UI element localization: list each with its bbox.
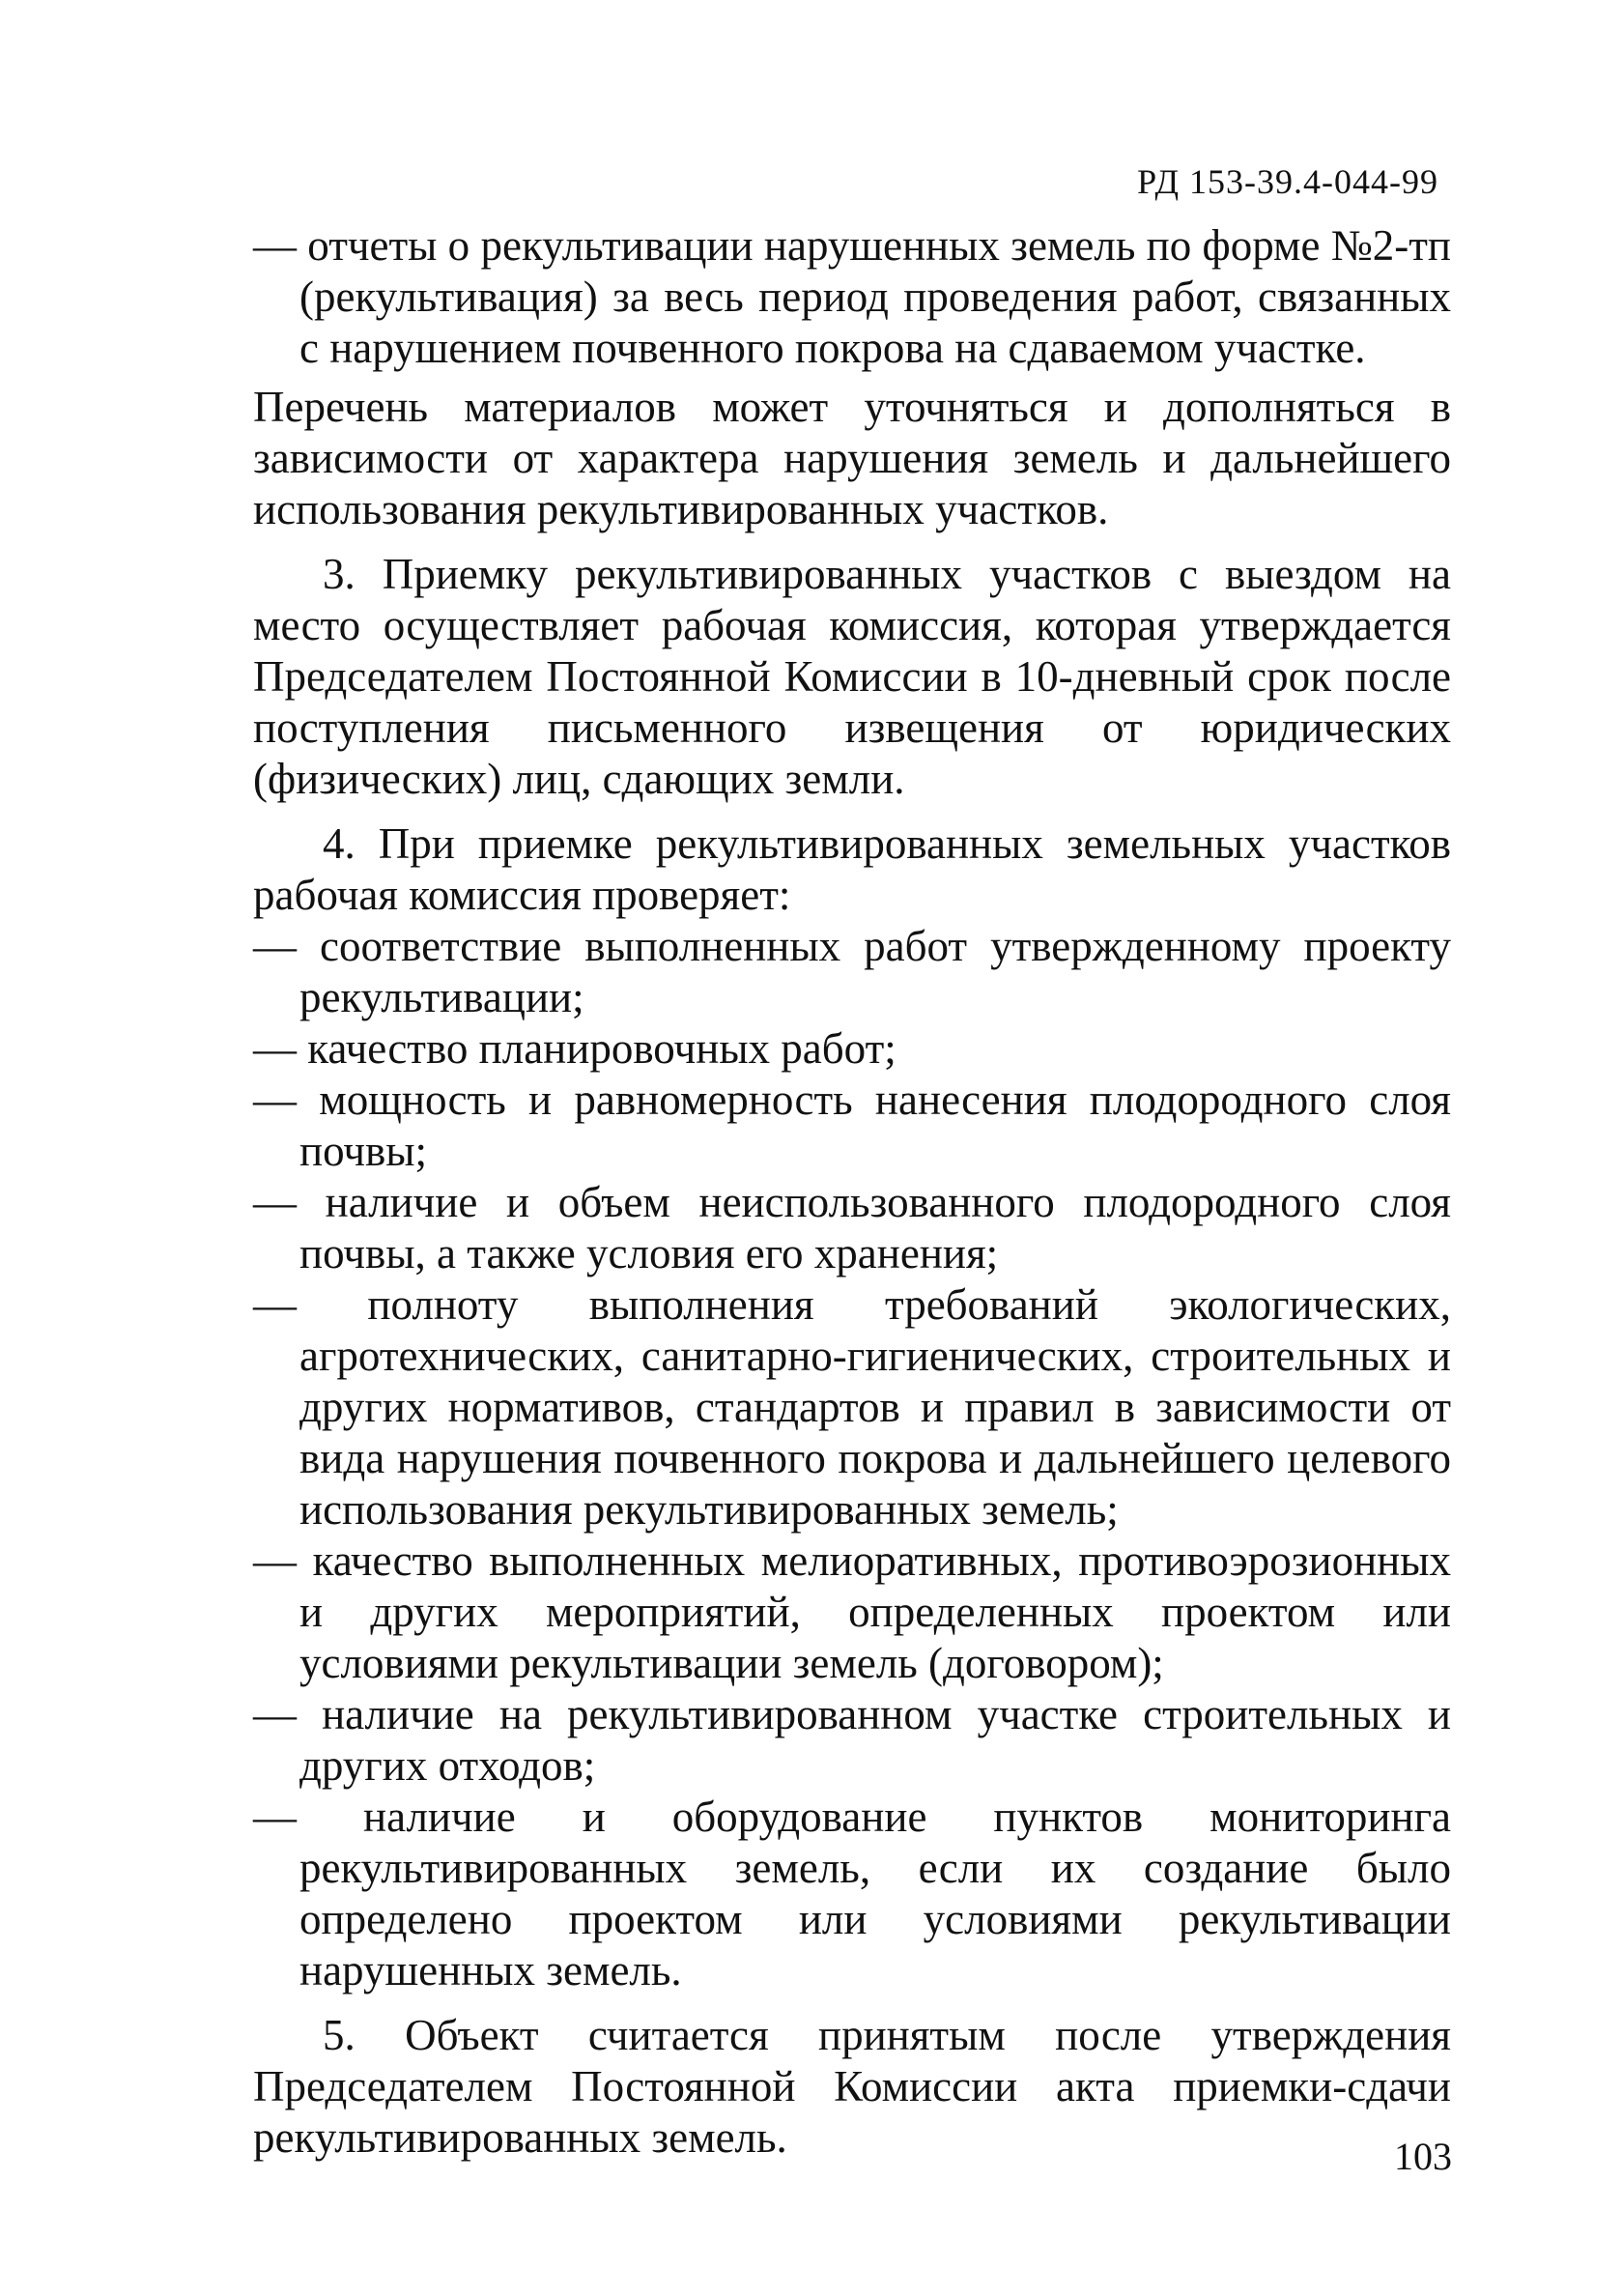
list-item-unused-soil: — наличие и объем неиспользованного плодородного слоя почвы, а также условия его хранения; — [253, 1178, 1451, 1277]
page-number: 103 — [1394, 2135, 1452, 2178]
document-code: РД 153-39.4-044-99 — [1137, 162, 1438, 201]
list-item-report-form: — отчеты о рекультивации нарушенных земель по форме №2-тп (рекультивация) за весь период проведения работ, связанных с нарушением почвенного покрова на сдаваемом участке. — [253, 221, 1451, 372]
list-item-soil-layer: — мощность и равномерность нанесения плодородного слоя почвы; — [253, 1076, 1451, 1175]
body-text — [253, 220, 1451, 2164]
clause-5: 5. Объект считается принятым после утверждения Председателем Постоянной Комиссии акта приемки-сдачи рекультивированных земель. — [253, 2011, 1451, 2162]
list-item-waste: — наличие на рекультивированном участке строительных и других отходов; — [253, 1690, 1451, 1790]
list-item-monitoring: — наличие и оборудование пунктов мониторинга рекультивированных земель, если их создание было определено проектом или условиями рекультивации нарушенных земель. — [253, 1793, 1451, 1995]
list-item-planning-quality: — качество планировочных работ; — [253, 1024, 896, 1073]
clause-4: 4. При приемке рекультивированных земельных участков рабочая комиссия проверяет: — [253, 819, 1451, 919]
list-item-compliance: — соответствие выполненных работ утвержденному проекту рекультивации; — [253, 922, 1451, 1021]
paragraph-materials-list: Перечень материалов может уточняться и дополняться в зависимости от характера нарушения земель и дальнейшего использования рекультивированных участков. — [253, 383, 1451, 533]
list-item-requirements: — полноту выполнения требований экологических, агротехнических, санитарно-гигиенических, строительных и других нормативов, стандартов и правил в зависимости от вида нарушения почвенного покрова и дальнейшего целевого использования рекультивированных земель; — [253, 1280, 1451, 1534]
list-item-measures-quality: — качество выполненных мелиоративных, противоэрозионных и других мероприятий, определенных проектом или условиями рекультивации земель (договором); — [253, 1536, 1451, 1687]
clause-3: 3. Приемку рекультивированных участков с выездом на место осуществляет рабочая комиссия, которая утверждается Председателем Постоянной Комиссии в 10-дневный срок после поступления письменного извещения от юридических (физических) лиц, сдающих земли. — [253, 550, 1451, 803]
